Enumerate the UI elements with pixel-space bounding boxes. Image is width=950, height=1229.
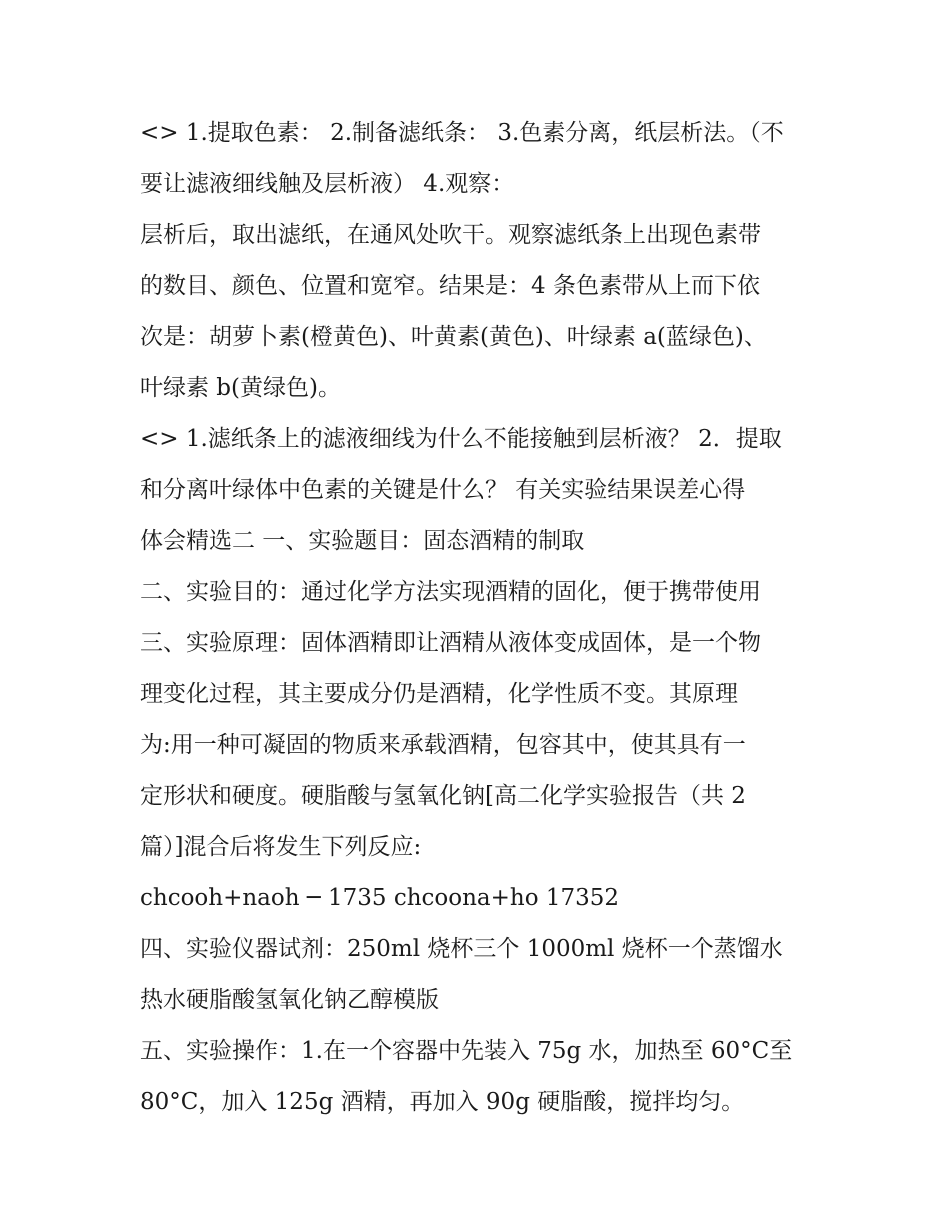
document-body (140, 108, 820, 1128)
text-line: 定形状和硬度。硬脂酸与氢氧化钠[高二化学实验报告（共 2 (140, 783, 746, 809)
text-line: 热水硬脂酸氢氧化钠乙醇模版 (140, 987, 439, 1013)
text-line: <> 1.提取色素： 2.制备滤纸条： 3.色素分离，纸层析法。（不 (140, 120, 784, 146)
text-line: 要让滤液细线触及层析液） 4.观察： (140, 171, 515, 197)
text-line: 体会精选二 一、实验题目：固态酒精的制取 (140, 528, 585, 554)
text-line: 五、实验操作：1.在一个容器中先装入 75g 水，加热至 60°C至 (140, 1038, 793, 1064)
text-line: 为:用一种可凝固的物质来承载酒精，包容其中，使其具有一 (140, 732, 746, 758)
text-line: 次是：胡萝卜素(橙黄色)、叶黄素(黄色)、叶绿素 a(蓝绿色)、 (140, 324, 767, 350)
text-line: 二、实验目的：通过化学方法实现酒精的固化，便于携带使用 (140, 579, 761, 605)
text-line: 叶绿素 b(黄绿色)。 (140, 375, 341, 401)
text-line: 理变化过程，其主要成分仍是酒精，化学性质不变。其原理 (140, 681, 738, 707)
text-line: 层析后，取出滤纸，在通风处吹干。观察滤纸条上出现色素带 (140, 222, 761, 248)
text-line: 的数目、颜色、位置和宽窄。结果是：4 条色素带从上而下依 (140, 273, 760, 299)
text-line: chcooh+naoh ─ 1735 chcoona+ho 17352 (140, 885, 620, 911)
text-line: 和分离叶绿体中色素的关键是什么？ 有关实验结果误差心得 (140, 477, 746, 503)
text-line: 四、实验仪器试剂：250ml 烧杯三个 1000ml 烧杯一个蒸馏水 (140, 936, 783, 962)
text-line: 80°C，加入 125g 酒精，再加入 90g 硬脂酸，搅拌均匀。 (140, 1089, 745, 1115)
text-line: 篇）]混合后将发生下列反应: (140, 834, 422, 860)
text-line: <> 1.滤纸条上的滤液细线为什么不能接触到层析液？ 2．提取 (140, 426, 782, 452)
text-line: 三、实验原理：固体酒精即让酒精从液体变成固体，是一个物 (140, 630, 761, 656)
